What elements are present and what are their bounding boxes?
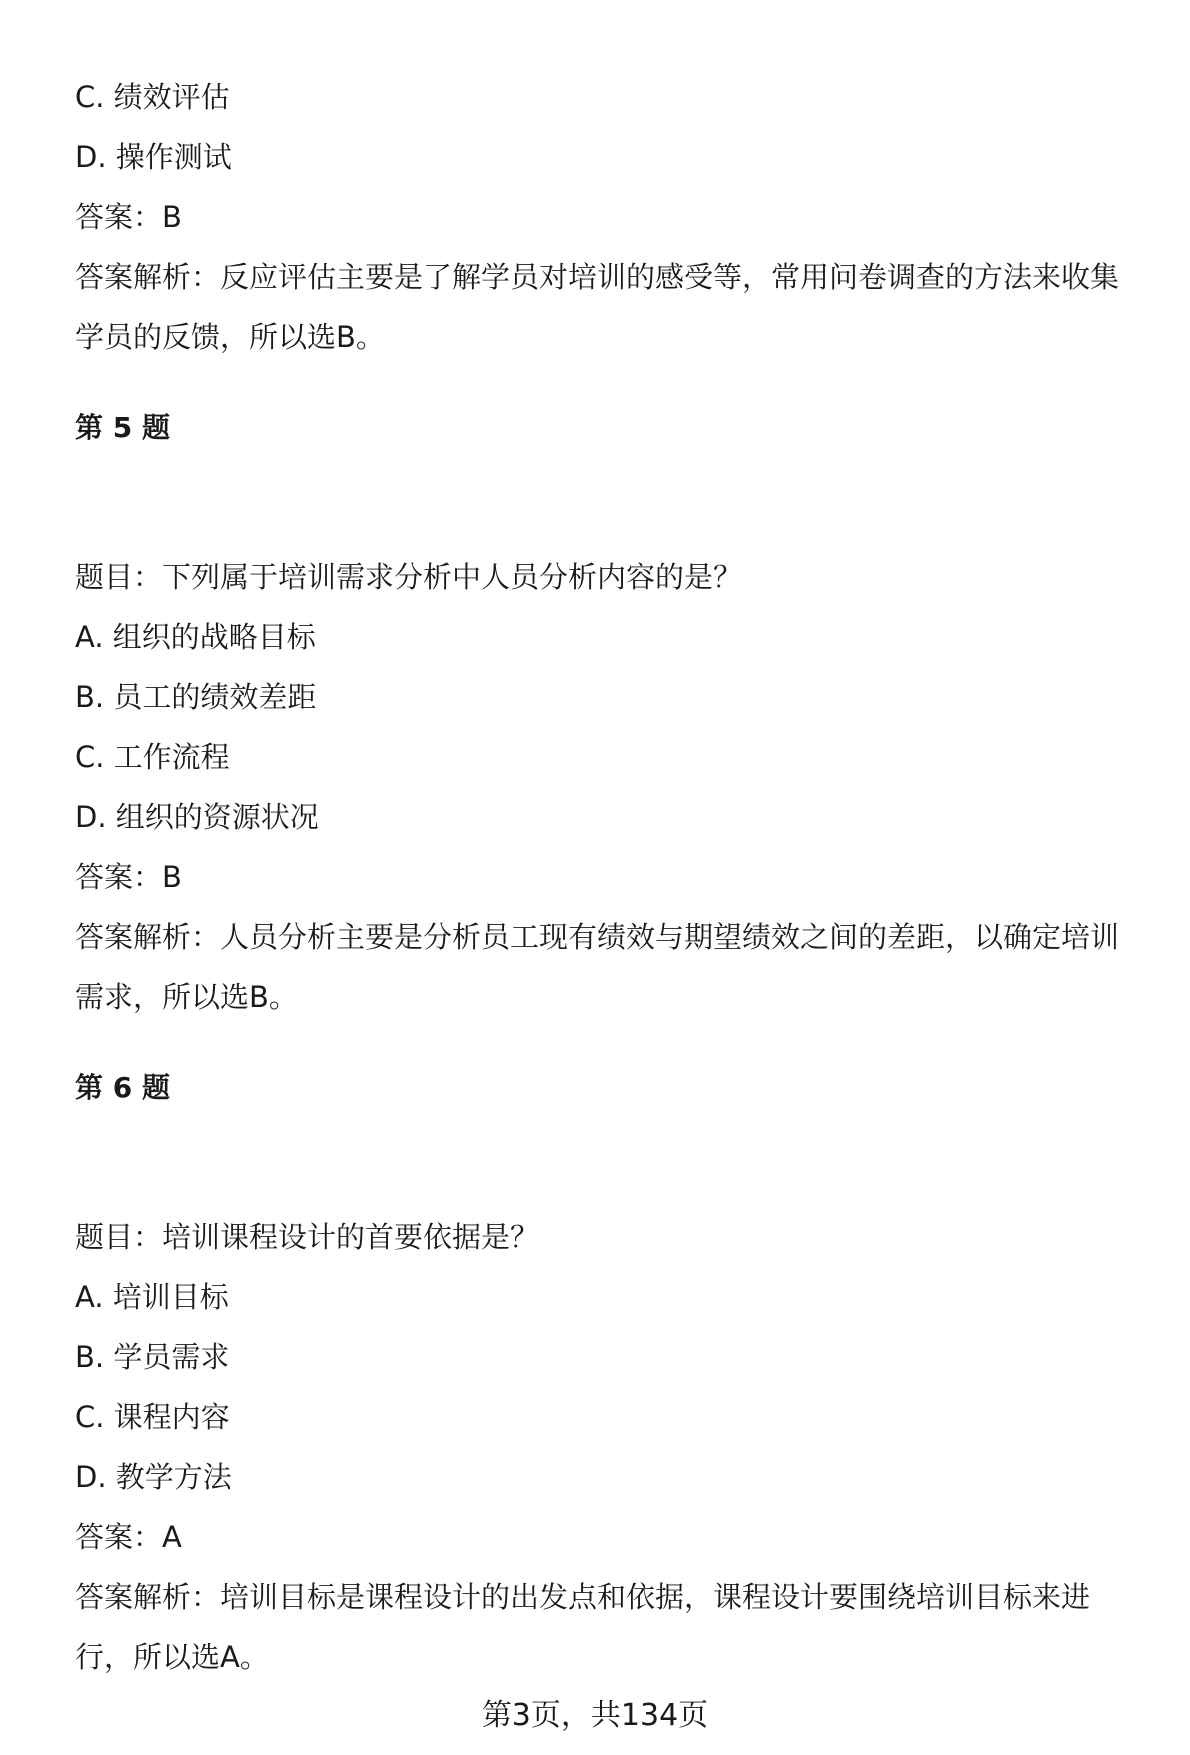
q5-option-b: B. 员工的绩效差距 [75,680,317,714]
page-footer: 第3页，共134页 [481,1698,709,1733]
q6-option-b: B. 学员需求 [75,1340,230,1374]
q5-heading: 第 5 题 [75,411,170,444]
q5-question: 题目：下列属于培训需求分析中人员分析内容的是？ [75,560,743,594]
q6-answer: 答案：A [75,1520,182,1554]
q6-explanation-line-1: 答案解析：培训目标是课程设计的出发点和依据，课程设计要围绕培训目标来进 [75,1580,1091,1614]
prev-explanation-line-1: 答案解析：反应评估主要是了解学员对培训的感受等，常用问卷调查的方法来收集 [75,260,1120,294]
q6-explanation-line-2: 行，所以选A。 [75,1640,269,1674]
q6-option-a: A. 培训目标 [75,1280,229,1314]
q6-option-d: D. 教学方法 [75,1460,232,1494]
q6-option-c: C. 课程内容 [75,1400,230,1434]
q5-option-c: C. 工作流程 [75,740,230,774]
q5-answer: 答案：B [75,860,182,894]
q5-option-a: A. 组织的战略目标 [75,620,316,654]
q5-option-d: D. 组织的资源状况 [75,800,319,834]
q5-explanation-line-1: 答案解析：人员分析主要是分析员工现有绩效与期望绩效之间的差距，以确定培训 [75,920,1120,954]
prev-option-c: C. 绩效评估 [75,80,230,114]
q6-question: 题目：培训课程设计的首要依据是？ [75,1220,540,1254]
q5-explanation-line-2: 需求，所以选B。 [75,980,298,1014]
prev-option-d: D. 操作测试 [75,140,232,174]
prev-explanation-line-2: 学员的反馈，所以选B。 [75,320,385,354]
prev-answer: 答案：B [75,200,182,234]
q6-heading: 第 6 题 [75,1071,170,1104]
